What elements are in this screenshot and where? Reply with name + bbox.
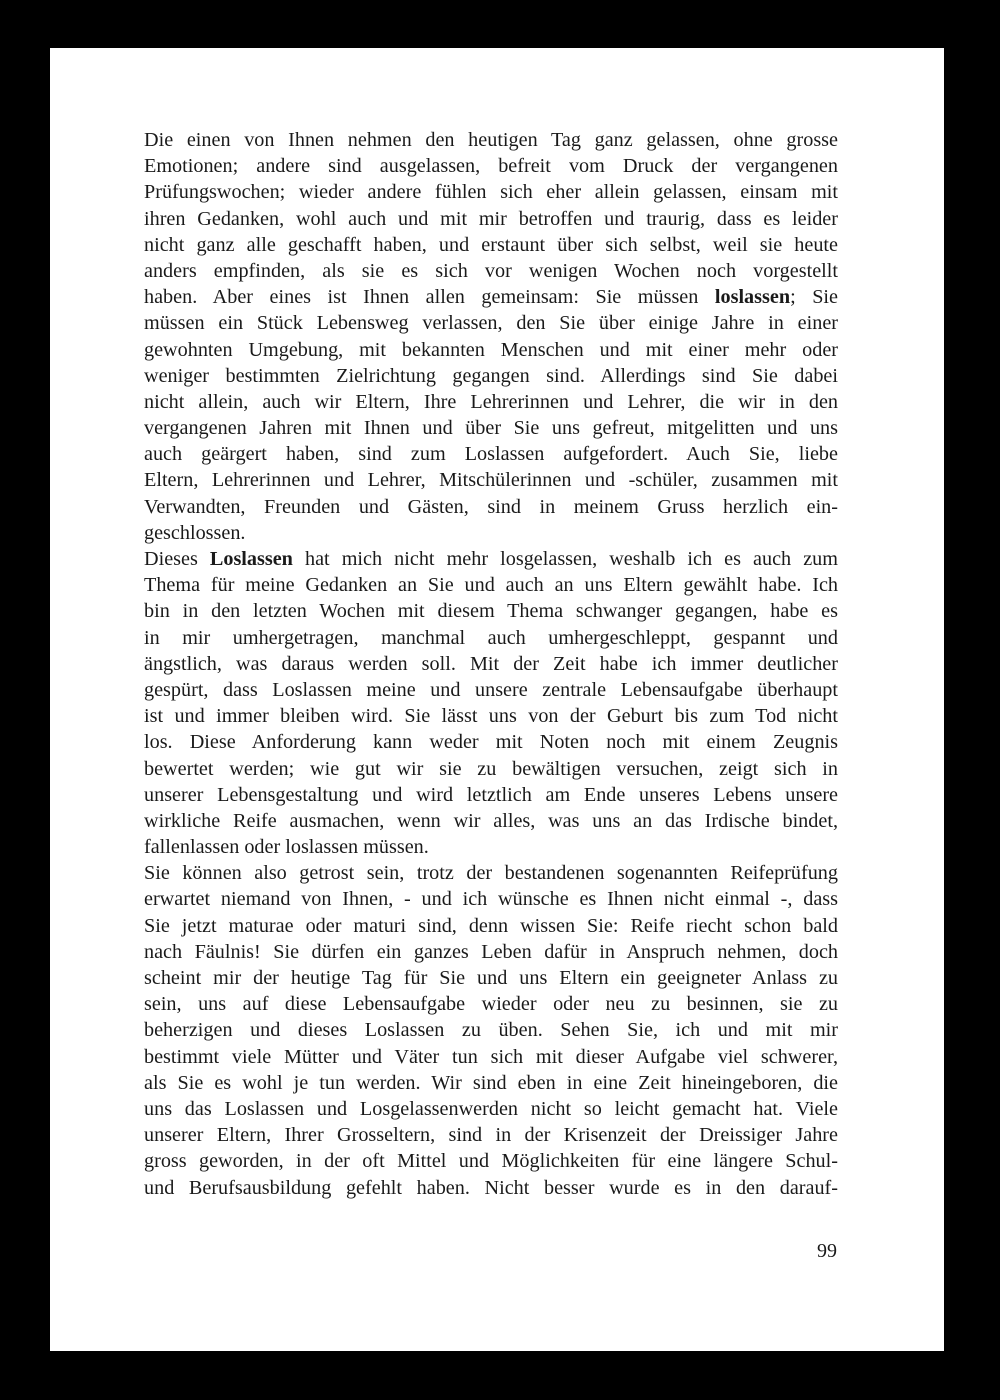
body-text xyxy=(144,127,838,1201)
paragraph xyxy=(144,127,838,546)
line-text: anders empfinden, als sie es sich vor wenigen Wochen noch vorgestellt xyxy=(144,259,838,282)
text-line xyxy=(144,886,838,912)
text-line xyxy=(144,389,838,415)
line-text: Emotionen; andere sind ausgelassen, befreit vom Druck der vergangenen xyxy=(144,155,838,178)
line-text: nicht ganz alle geschafft haben, und erstaunt über sich selbst, weil sie heute xyxy=(144,233,838,256)
text-line xyxy=(144,1175,838,1201)
line-text: bewertet werden; wie gut wir sie zu bewältigen versuchen, zeigt sich in xyxy=(144,757,838,780)
line-text: Sie können also getrost sein, trotz der bestandenen sogenannten Reifeprüfung xyxy=(144,862,838,885)
line-text: Eltern, Lehrerinnen und Lehrer, Mitschülerinnen und -schüler, zusammen mit xyxy=(144,469,838,492)
line-text: Sie jetzt maturae oder maturi sind, denn wissen Sie: Reife riecht schon bald xyxy=(144,914,838,937)
line-text: weniger bestimmten Zielrichtung gegangen sind. Allerdings sind Sie dabei xyxy=(144,364,838,387)
text-line xyxy=(144,703,838,729)
line-text: in mir umhergetragen, manchmal auch umhergeschleppt, gespannt und xyxy=(144,626,838,649)
emphasis: Loslassen xyxy=(209,548,293,570)
text-line xyxy=(144,467,838,493)
text-line xyxy=(144,572,838,598)
line-text: ängstlich, was daraus werden soll. Mit der Zeit habe ich immer deutlicher xyxy=(144,652,838,675)
text-line xyxy=(144,1017,838,1043)
text-line xyxy=(144,206,838,232)
text-line xyxy=(144,441,838,467)
line-text: gespürt, dass Loslassen meine und unsere zentrale Lebensaufgabe überhaupt xyxy=(144,678,838,701)
line-text: vergangenen Jahren mit Ihnen und über Sie uns gefreut, mitgelitten und uns xyxy=(144,417,838,440)
text-line xyxy=(144,520,838,546)
line-text: haben. Aber eines ist Ihnen allen gemeinsam: Sie müssen xyxy=(144,286,715,309)
line-text: ; Sie xyxy=(790,286,838,309)
line-text: unserer Eltern, Ihrer Grosseltern, sind in der Krisenzeit der Dreissiger Jahre xyxy=(144,1124,838,1147)
text-line xyxy=(144,1122,838,1148)
text-line xyxy=(144,258,838,284)
line-text: Prüfungswochen; wieder andere fühlen sich eher allein gelassen, einsam mit xyxy=(144,181,838,204)
text-line xyxy=(144,729,838,755)
page-number: 99 xyxy=(817,1240,837,1262)
text-line xyxy=(144,625,838,651)
line-text: hat mich nicht mehr losgelassen, weshalb ich es auch zum xyxy=(292,548,838,570)
text-line xyxy=(144,1096,838,1122)
line-text: scheint mir der heutige Tag für Sie und uns Eltern ein geeigneter Anlass zu xyxy=(144,967,838,989)
text-line xyxy=(144,232,838,258)
text-line xyxy=(144,677,838,703)
text-line xyxy=(144,939,838,965)
line-text: nicht allein, auch wir Eltern, Ihre Lehrerinnen und Lehrer, die wir in den xyxy=(144,390,838,413)
text-line xyxy=(144,337,838,363)
line-text: geschlossen. xyxy=(144,521,246,544)
paragraph xyxy=(144,546,838,860)
line-text: erwartet niemand von Ihnen, - und ich wünsche es Ihnen nicht einmal -, dass xyxy=(144,888,838,911)
text-line xyxy=(144,965,838,991)
line-text: müssen ein Stück Lebensweg verlassen, den Sie über einige Jahre in einer xyxy=(144,312,838,335)
text-line xyxy=(144,1148,838,1174)
text-line xyxy=(144,860,838,886)
line-text: auch geärgert haben, sind zum Loslassen aufgefordert. Auch Sie, liebe xyxy=(144,443,838,466)
text-line xyxy=(144,546,838,572)
line-text: wirkliche Reife ausmachen, wenn wir alles, was uns an das Irdische bindet, xyxy=(144,809,838,832)
text-line xyxy=(144,808,838,834)
text-line xyxy=(144,153,838,179)
line-text: Thema für meine Gedanken an Sie und auch an uns Eltern gewählt habe. Ich xyxy=(144,574,838,597)
line-text: sein, uns auf diese Lebensaufgabe wieder oder neu zu besinnen, sie zu xyxy=(144,993,838,1016)
line-text: Verwandten, Freunden und Gästen, sind in meinem Gruss herzlich ein- xyxy=(144,495,838,518)
line-text: ist und immer bleiben wird. Sie lässt uns von der Geburt bis zum Tod nicht xyxy=(144,705,838,728)
text-line xyxy=(144,1044,838,1070)
line-text: Dieses xyxy=(144,548,210,570)
paragraph xyxy=(144,860,838,1200)
text-line xyxy=(144,913,838,939)
line-text: gross geworden, in der oft Mittel und Möglichkeiten für eine längere Schul- xyxy=(144,1150,838,1173)
text-line xyxy=(144,494,838,520)
text-line xyxy=(144,991,838,1017)
text-line xyxy=(144,834,838,860)
line-text: Die einen von Ihnen nehmen den heutigen Tag ganz gelassen, ohne grosse xyxy=(144,129,838,151)
line-text: unserer Lebensgestaltung und wird letztlich am Ende unseres Lebens unsere xyxy=(144,783,838,806)
text-line xyxy=(144,310,838,336)
line-text: ihren Gedanken, wohl auch und mit mir betroffen und traurig, dass es leider xyxy=(144,207,838,230)
emphasis: loslassen xyxy=(714,286,791,309)
text-line xyxy=(144,363,838,389)
line-text: los. Diese Anforderung kann weder mit Noten noch mit einem Zeugnis xyxy=(144,731,838,754)
text-line xyxy=(144,782,838,808)
line-text: und Berufsausbildung gefehlt haben. Nicht besser wurde es in den darauf- xyxy=(144,1176,838,1199)
line-text: bestimmt viele Mütter und Väter tun sich mit dieser Aufgabe viel schwerer, xyxy=(144,1045,838,1068)
line-text: uns das Loslassen und Losgelassenwerden nicht so leicht gemacht hat. Viele xyxy=(144,1097,838,1120)
text-line xyxy=(144,756,838,782)
line-text: als Sie es wohl je tun werden. Wir sind eben in eine Zeit hineingeboren, die xyxy=(144,1071,838,1094)
line-text: gewohnten Umgebung, mit bekannten Menschen und mit einer mehr oder xyxy=(144,338,838,361)
line-text: bin in den letzten Wochen mit diesem Thema schwanger gegangen, habe es xyxy=(144,600,838,623)
text-line xyxy=(144,127,838,153)
text-line xyxy=(144,598,838,624)
line-text: beherzigen und dieses Loslassen zu üben. Sehen Sie, ich und mit mir xyxy=(144,1019,838,1042)
line-text: fallenlassen oder loslassen müssen. xyxy=(144,836,429,859)
text-line xyxy=(144,179,838,205)
document-page xyxy=(50,48,944,1351)
text-line xyxy=(144,651,838,677)
line-text: nach Fäulnis! Sie dürfen ein ganzes Leben dafür in Anspruch nehmen, doch xyxy=(144,940,838,963)
text-line xyxy=(144,1070,838,1096)
text-line xyxy=(144,284,838,310)
text-line xyxy=(144,415,838,441)
